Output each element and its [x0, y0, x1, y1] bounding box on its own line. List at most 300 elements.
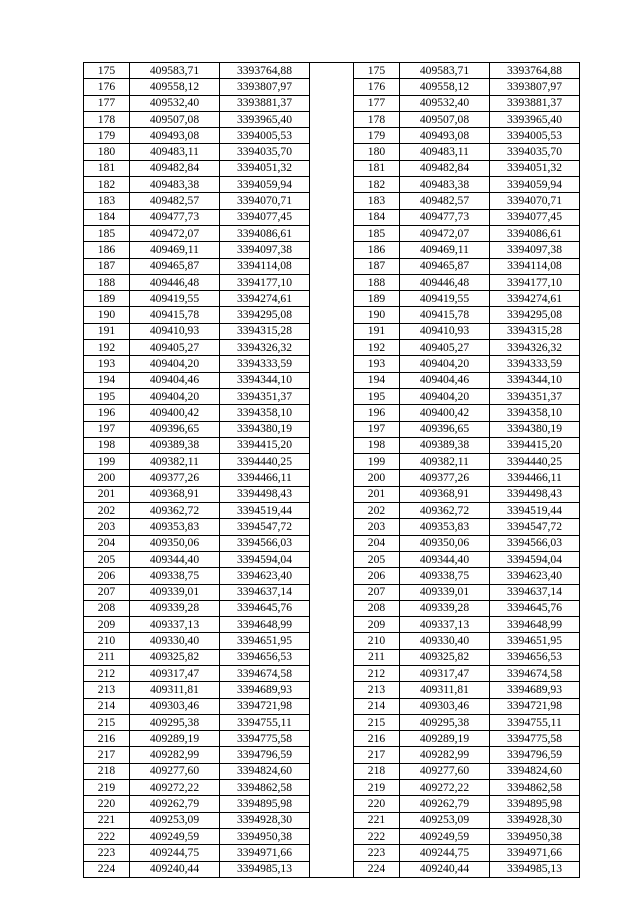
- column-gap: [310, 470, 354, 486]
- right-x-coordinate-cell: 409337,13: [400, 617, 490, 633]
- left-x-coordinate-cell: 409339,01: [130, 584, 220, 600]
- table-row: [84, 845, 580, 861]
- right-x-coordinate-cell: 409472,07: [400, 225, 490, 241]
- left-y-coordinate-cell: 3394971,66: [220, 845, 310, 861]
- column-gap: [310, 665, 354, 681]
- left-x-coordinate-cell: 409419,55: [130, 291, 220, 307]
- right-x-coordinate-cell: 409311,81: [400, 682, 490, 698]
- table-row: [84, 714, 580, 730]
- table-row: [84, 861, 580, 877]
- column-gap: [310, 731, 354, 747]
- column-gap: [310, 291, 354, 307]
- column-gap: [310, 535, 354, 551]
- left-point-number-cell: 203: [84, 519, 130, 535]
- left-y-coordinate-cell: 3394950,38: [220, 828, 310, 844]
- column-gap: [310, 649, 354, 665]
- right-x-coordinate-cell: 409350,06: [400, 535, 490, 551]
- right-y-coordinate-cell: 3394415,20: [490, 437, 580, 453]
- column-gap: [310, 747, 354, 763]
- left-y-coordinate-cell: 3394547,72: [220, 519, 310, 535]
- right-point-number-cell: 219: [354, 780, 400, 796]
- right-x-coordinate-cell: 409253,09: [400, 812, 490, 828]
- left-point-number-cell: 223: [84, 845, 130, 861]
- left-y-coordinate-cell: 3394566,03: [220, 535, 310, 551]
- left-point-number-cell: 182: [84, 177, 130, 193]
- left-y-coordinate-cell: 3394645,76: [220, 600, 310, 616]
- right-y-coordinate-cell: 3394755,11: [490, 714, 580, 730]
- right-point-number-cell: 214: [354, 698, 400, 714]
- right-x-coordinate-cell: 409368,91: [400, 486, 490, 502]
- left-y-coordinate-cell: 3394498,43: [220, 486, 310, 502]
- left-y-coordinate-cell: 3394775,58: [220, 731, 310, 747]
- left-point-number-cell: 181: [84, 160, 130, 176]
- table-row: [84, 258, 580, 274]
- right-x-coordinate-cell: 409330,40: [400, 633, 490, 649]
- left-y-coordinate-cell: 3394035,70: [220, 144, 310, 160]
- left-x-coordinate-cell: 409482,84: [130, 160, 220, 176]
- right-x-coordinate-cell: 409493,08: [400, 128, 490, 144]
- left-point-number-cell: 207: [84, 584, 130, 600]
- right-point-number-cell: 196: [354, 405, 400, 421]
- left-x-coordinate-cell: 409404,20: [130, 356, 220, 372]
- coordinates-table-body: [84, 63, 580, 878]
- left-x-coordinate-cell: 409404,20: [130, 388, 220, 404]
- table-row: [84, 274, 580, 290]
- column-gap: [310, 274, 354, 290]
- left-point-number-cell: 222: [84, 828, 130, 844]
- left-y-coordinate-cell: 3394333,59: [220, 356, 310, 372]
- right-point-number-cell: 223: [354, 845, 400, 861]
- right-x-coordinate-cell: 409339,01: [400, 584, 490, 600]
- right-x-coordinate-cell: 409558,12: [400, 79, 490, 95]
- right-x-coordinate-cell: 409339,28: [400, 600, 490, 616]
- left-x-coordinate-cell: 409493,08: [130, 128, 220, 144]
- right-y-coordinate-cell: 3394637,14: [490, 584, 580, 600]
- table-row: [84, 698, 580, 714]
- right-x-coordinate-cell: 409289,19: [400, 731, 490, 747]
- left-point-number-cell: 208: [84, 600, 130, 616]
- right-y-coordinate-cell: 3394440,25: [490, 454, 580, 470]
- left-point-number-cell: 188: [84, 274, 130, 290]
- right-x-coordinate-cell: 409410,93: [400, 323, 490, 339]
- right-x-coordinate-cell: 409482,57: [400, 193, 490, 209]
- right-point-number-cell: 176: [354, 79, 400, 95]
- table-row: [84, 747, 580, 763]
- column-gap: [310, 714, 354, 730]
- right-y-coordinate-cell: 3394077,45: [490, 209, 580, 225]
- table-row: [84, 633, 580, 649]
- right-y-coordinate-cell: 3394177,10: [490, 274, 580, 290]
- right-x-coordinate-cell: 409353,83: [400, 519, 490, 535]
- left-x-coordinate-cell: 409240,44: [130, 861, 220, 877]
- right-y-coordinate-cell: 3394333,59: [490, 356, 580, 372]
- right-y-coordinate-cell: 3394985,13: [490, 861, 580, 877]
- left-y-coordinate-cell: 3394440,25: [220, 454, 310, 470]
- table-row: [84, 291, 580, 307]
- table-row: [84, 95, 580, 111]
- left-x-coordinate-cell: 409317,47: [130, 665, 220, 681]
- right-point-number-cell: 177: [354, 95, 400, 111]
- right-y-coordinate-cell: 3393807,97: [490, 79, 580, 95]
- left-y-coordinate-cell: 3394895,98: [220, 796, 310, 812]
- right-point-number-cell: 222: [354, 828, 400, 844]
- right-x-coordinate-cell: 409362,72: [400, 503, 490, 519]
- left-x-coordinate-cell: 409472,07: [130, 225, 220, 241]
- table-row: [84, 225, 580, 241]
- right-y-coordinate-cell: 3393881,37: [490, 95, 580, 111]
- right-y-coordinate-cell: 3394344,10: [490, 372, 580, 388]
- right-y-coordinate-cell: 3394059,94: [490, 177, 580, 193]
- left-x-coordinate-cell: 409339,28: [130, 600, 220, 616]
- right-point-number-cell: 184: [354, 209, 400, 225]
- right-point-number-cell: 182: [354, 177, 400, 193]
- table-row: [84, 828, 580, 844]
- right-y-coordinate-cell: 3394623,40: [490, 568, 580, 584]
- left-x-coordinate-cell: 409350,06: [130, 535, 220, 551]
- column-gap: [310, 600, 354, 616]
- left-y-coordinate-cell: 3394637,14: [220, 584, 310, 600]
- right-y-coordinate-cell: 3394862,58: [490, 780, 580, 796]
- left-point-number-cell: 183: [84, 193, 130, 209]
- left-point-number-cell: 175: [84, 63, 130, 79]
- right-x-coordinate-cell: 409404,46: [400, 372, 490, 388]
- table-row: [84, 128, 580, 144]
- right-point-number-cell: 204: [354, 535, 400, 551]
- column-gap: [310, 128, 354, 144]
- table-row: [84, 812, 580, 828]
- right-x-coordinate-cell: 409477,73: [400, 209, 490, 225]
- right-point-number-cell: 209: [354, 617, 400, 633]
- right-point-number-cell: 211: [354, 649, 400, 665]
- table-row: [84, 177, 580, 193]
- column-gap: [310, 209, 354, 225]
- left-x-coordinate-cell: 409446,48: [130, 274, 220, 290]
- left-x-coordinate-cell: 409330,40: [130, 633, 220, 649]
- left-x-coordinate-cell: 409338,75: [130, 568, 220, 584]
- right-x-coordinate-cell: 409240,44: [400, 861, 490, 877]
- table-row: [84, 242, 580, 258]
- right-point-number-cell: 207: [354, 584, 400, 600]
- right-y-coordinate-cell: 3394594,04: [490, 551, 580, 567]
- left-point-number-cell: 199: [84, 454, 130, 470]
- right-y-coordinate-cell: 3394566,03: [490, 535, 580, 551]
- right-point-number-cell: 205: [354, 551, 400, 567]
- table-row: [84, 617, 580, 633]
- right-point-number-cell: 200: [354, 470, 400, 486]
- table-row: [84, 731, 580, 747]
- right-point-number-cell: 188: [354, 274, 400, 290]
- right-point-number-cell: 202: [354, 503, 400, 519]
- table-row: [84, 682, 580, 698]
- right-x-coordinate-cell: 409295,38: [400, 714, 490, 730]
- column-gap: [310, 551, 354, 567]
- right-y-coordinate-cell: 3394380,19: [490, 421, 580, 437]
- left-y-coordinate-cell: 3394358,10: [220, 405, 310, 421]
- right-y-coordinate-cell: 3394928,30: [490, 812, 580, 828]
- left-y-coordinate-cell: 3393807,97: [220, 79, 310, 95]
- right-point-number-cell: 208: [354, 600, 400, 616]
- right-point-number-cell: 187: [354, 258, 400, 274]
- left-x-coordinate-cell: 409344,40: [130, 551, 220, 567]
- right-point-number-cell: 203: [354, 519, 400, 535]
- right-point-number-cell: 218: [354, 763, 400, 779]
- right-point-number-cell: 195: [354, 388, 400, 404]
- right-point-number-cell: 185: [354, 225, 400, 241]
- left-x-coordinate-cell: 409482,57: [130, 193, 220, 209]
- left-point-number-cell: 187: [84, 258, 130, 274]
- left-point-number-cell: 189: [84, 291, 130, 307]
- column-gap: [310, 845, 354, 861]
- right-x-coordinate-cell: 409483,11: [400, 144, 490, 160]
- right-y-coordinate-cell: 3394097,38: [490, 242, 580, 258]
- left-x-coordinate-cell: 409282,99: [130, 747, 220, 763]
- left-point-number-cell: 220: [84, 796, 130, 812]
- left-x-coordinate-cell: 409289,19: [130, 731, 220, 747]
- right-point-number-cell: 224: [354, 861, 400, 877]
- right-y-coordinate-cell: 3394547,72: [490, 519, 580, 535]
- table-row: [84, 780, 580, 796]
- left-y-coordinate-cell: 3394380,19: [220, 421, 310, 437]
- table-row: [84, 372, 580, 388]
- left-x-coordinate-cell: 409337,13: [130, 617, 220, 633]
- left-y-coordinate-cell: 3394928,30: [220, 812, 310, 828]
- left-y-coordinate-cell: 3394070,71: [220, 193, 310, 209]
- left-x-coordinate-cell: 409249,59: [130, 828, 220, 844]
- column-gap: [310, 486, 354, 502]
- table-row: [84, 763, 580, 779]
- left-point-number-cell: 214: [84, 698, 130, 714]
- right-point-number-cell: 206: [354, 568, 400, 584]
- right-point-number-cell: 192: [354, 340, 400, 356]
- left-y-coordinate-cell: 3394594,04: [220, 551, 310, 567]
- column-gap: [310, 193, 354, 209]
- right-point-number-cell: 194: [354, 372, 400, 388]
- table-row: [84, 340, 580, 356]
- left-point-number-cell: 216: [84, 731, 130, 747]
- left-y-coordinate-cell: 3394466,11: [220, 470, 310, 486]
- left-point-number-cell: 194: [84, 372, 130, 388]
- table-row: [84, 454, 580, 470]
- right-y-coordinate-cell: 3394645,76: [490, 600, 580, 616]
- right-x-coordinate-cell: 409344,40: [400, 551, 490, 567]
- right-y-coordinate-cell: 3394035,70: [490, 144, 580, 160]
- right-point-number-cell: 183: [354, 193, 400, 209]
- left-y-coordinate-cell: 3394097,38: [220, 242, 310, 258]
- left-y-coordinate-cell: 3394623,40: [220, 568, 310, 584]
- column-gap: [310, 258, 354, 274]
- left-x-coordinate-cell: 409368,91: [130, 486, 220, 502]
- column-gap: [310, 584, 354, 600]
- right-x-coordinate-cell: 409277,60: [400, 763, 490, 779]
- left-x-coordinate-cell: 409353,83: [130, 519, 220, 535]
- right-y-coordinate-cell: 3394295,08: [490, 307, 580, 323]
- left-y-coordinate-cell: 3394177,10: [220, 274, 310, 290]
- right-y-coordinate-cell: 3394070,71: [490, 193, 580, 209]
- right-x-coordinate-cell: 409465,87: [400, 258, 490, 274]
- column-gap: [310, 796, 354, 812]
- column-gap: [310, 177, 354, 193]
- left-point-number-cell: 212: [84, 665, 130, 681]
- table-row: [84, 356, 580, 372]
- table-row: [84, 551, 580, 567]
- column-gap: [310, 242, 354, 258]
- right-point-number-cell: 217: [354, 747, 400, 763]
- right-y-coordinate-cell: 3394656,53: [490, 649, 580, 665]
- right-point-number-cell: 193: [354, 356, 400, 372]
- right-x-coordinate-cell: 409419,55: [400, 291, 490, 307]
- right-y-coordinate-cell: 3394086,61: [490, 225, 580, 241]
- left-x-coordinate-cell: 409396,65: [130, 421, 220, 437]
- left-y-coordinate-cell: 3393965,40: [220, 111, 310, 127]
- left-x-coordinate-cell: 409532,40: [130, 95, 220, 111]
- left-point-number-cell: 210: [84, 633, 130, 649]
- left-x-coordinate-cell: 409311,81: [130, 682, 220, 698]
- right-x-coordinate-cell: 409338,75: [400, 568, 490, 584]
- left-x-coordinate-cell: 409362,72: [130, 503, 220, 519]
- right-point-number-cell: 190: [354, 307, 400, 323]
- left-y-coordinate-cell: 3393881,37: [220, 95, 310, 111]
- column-gap: [310, 780, 354, 796]
- left-point-number-cell: 221: [84, 812, 130, 828]
- right-y-coordinate-cell: 3394775,58: [490, 731, 580, 747]
- column-gap: [310, 437, 354, 453]
- left-x-coordinate-cell: 409405,27: [130, 340, 220, 356]
- column-gap: [310, 812, 354, 828]
- left-point-number-cell: 215: [84, 714, 130, 730]
- column-gap: [310, 519, 354, 535]
- table-row: [84, 160, 580, 176]
- table-row: [84, 144, 580, 160]
- right-x-coordinate-cell: 409389,38: [400, 437, 490, 453]
- right-point-number-cell: 189: [354, 291, 400, 307]
- left-x-coordinate-cell: 409244,75: [130, 845, 220, 861]
- right-point-number-cell: 220: [354, 796, 400, 812]
- left-x-coordinate-cell: 409253,09: [130, 812, 220, 828]
- right-y-coordinate-cell: 3394796,59: [490, 747, 580, 763]
- left-y-coordinate-cell: 3394824,60: [220, 763, 310, 779]
- column-gap: [310, 861, 354, 877]
- left-point-number-cell: 195: [84, 388, 130, 404]
- right-point-number-cell: 181: [354, 160, 400, 176]
- left-x-coordinate-cell: 409410,93: [130, 323, 220, 339]
- left-point-number-cell: 184: [84, 209, 130, 225]
- column-gap: [310, 323, 354, 339]
- left-point-number-cell: 200: [84, 470, 130, 486]
- left-y-coordinate-cell: 3394721,98: [220, 698, 310, 714]
- column-gap: [310, 63, 354, 79]
- column-gap: [310, 356, 354, 372]
- right-point-number-cell: 212: [354, 665, 400, 681]
- right-x-coordinate-cell: 409469,11: [400, 242, 490, 258]
- left-y-coordinate-cell: 3394519,44: [220, 503, 310, 519]
- right-y-coordinate-cell: 3394114,08: [490, 258, 580, 274]
- table-row: [84, 79, 580, 95]
- left-point-number-cell: 179: [84, 128, 130, 144]
- left-point-number-cell: 196: [84, 405, 130, 421]
- left-x-coordinate-cell: 409303,46: [130, 698, 220, 714]
- column-gap: [310, 405, 354, 421]
- column-gap: [310, 160, 354, 176]
- right-point-number-cell: 186: [354, 242, 400, 258]
- right-point-number-cell: 191: [354, 323, 400, 339]
- table-row: [84, 649, 580, 665]
- column-gap: [310, 698, 354, 714]
- left-point-number-cell: 211: [84, 649, 130, 665]
- right-y-coordinate-cell: 3394466,11: [490, 470, 580, 486]
- left-x-coordinate-cell: 409469,11: [130, 242, 220, 258]
- right-point-number-cell: 210: [354, 633, 400, 649]
- right-x-coordinate-cell: 409244,75: [400, 845, 490, 861]
- left-x-coordinate-cell: 409377,26: [130, 470, 220, 486]
- column-gap: [310, 111, 354, 127]
- left-x-coordinate-cell: 409465,87: [130, 258, 220, 274]
- right-point-number-cell: 215: [354, 714, 400, 730]
- column-gap: [310, 372, 354, 388]
- left-y-coordinate-cell: 3394415,20: [220, 437, 310, 453]
- left-x-coordinate-cell: 409415,78: [130, 307, 220, 323]
- column-gap: [310, 95, 354, 111]
- left-y-coordinate-cell: 3394985,13: [220, 861, 310, 877]
- left-y-coordinate-cell: 3394315,28: [220, 323, 310, 339]
- left-point-number-cell: 205: [84, 551, 130, 567]
- right-point-number-cell: 221: [354, 812, 400, 828]
- right-x-coordinate-cell: 409483,38: [400, 177, 490, 193]
- left-point-number-cell: 192: [84, 340, 130, 356]
- left-point-number-cell: 224: [84, 861, 130, 877]
- right-point-number-cell: 175: [354, 63, 400, 79]
- right-point-number-cell: 198: [354, 437, 400, 453]
- left-point-number-cell: 197: [84, 421, 130, 437]
- left-x-coordinate-cell: 409272,22: [130, 780, 220, 796]
- right-x-coordinate-cell: 409532,40: [400, 95, 490, 111]
- right-x-coordinate-cell: 409249,59: [400, 828, 490, 844]
- left-point-number-cell: 178: [84, 111, 130, 127]
- table-row: [84, 193, 580, 209]
- left-y-coordinate-cell: 3394077,45: [220, 209, 310, 225]
- left-point-number-cell: 213: [84, 682, 130, 698]
- column-gap: [310, 617, 354, 633]
- left-point-number-cell: 219: [84, 780, 130, 796]
- left-y-coordinate-cell: 3394051,32: [220, 160, 310, 176]
- right-x-coordinate-cell: 409482,84: [400, 160, 490, 176]
- right-x-coordinate-cell: 409317,47: [400, 665, 490, 681]
- table-row: [84, 209, 580, 225]
- table-row: [84, 63, 580, 79]
- right-x-coordinate-cell: 409377,26: [400, 470, 490, 486]
- left-y-coordinate-cell: 3394086,61: [220, 225, 310, 241]
- table-row: [84, 421, 580, 437]
- left-y-coordinate-cell: 3393764,88: [220, 63, 310, 79]
- left-y-coordinate-cell: 3394755,11: [220, 714, 310, 730]
- table-row: [84, 796, 580, 812]
- right-x-coordinate-cell: 409272,22: [400, 780, 490, 796]
- right-x-coordinate-cell: 409303,46: [400, 698, 490, 714]
- table-row: [84, 584, 580, 600]
- column-gap: [310, 144, 354, 160]
- right-x-coordinate-cell: 409396,65: [400, 421, 490, 437]
- right-y-coordinate-cell: 3394519,44: [490, 503, 580, 519]
- right-y-coordinate-cell: 3394824,60: [490, 763, 580, 779]
- left-y-coordinate-cell: 3394059,94: [220, 177, 310, 193]
- left-point-number-cell: 193: [84, 356, 130, 372]
- left-y-coordinate-cell: 3394656,53: [220, 649, 310, 665]
- table-row: [84, 535, 580, 551]
- left-point-number-cell: 198: [84, 437, 130, 453]
- right-y-coordinate-cell: 3394648,99: [490, 617, 580, 633]
- left-point-number-cell: 180: [84, 144, 130, 160]
- column-gap: [310, 79, 354, 95]
- right-y-coordinate-cell: 3394315,28: [490, 323, 580, 339]
